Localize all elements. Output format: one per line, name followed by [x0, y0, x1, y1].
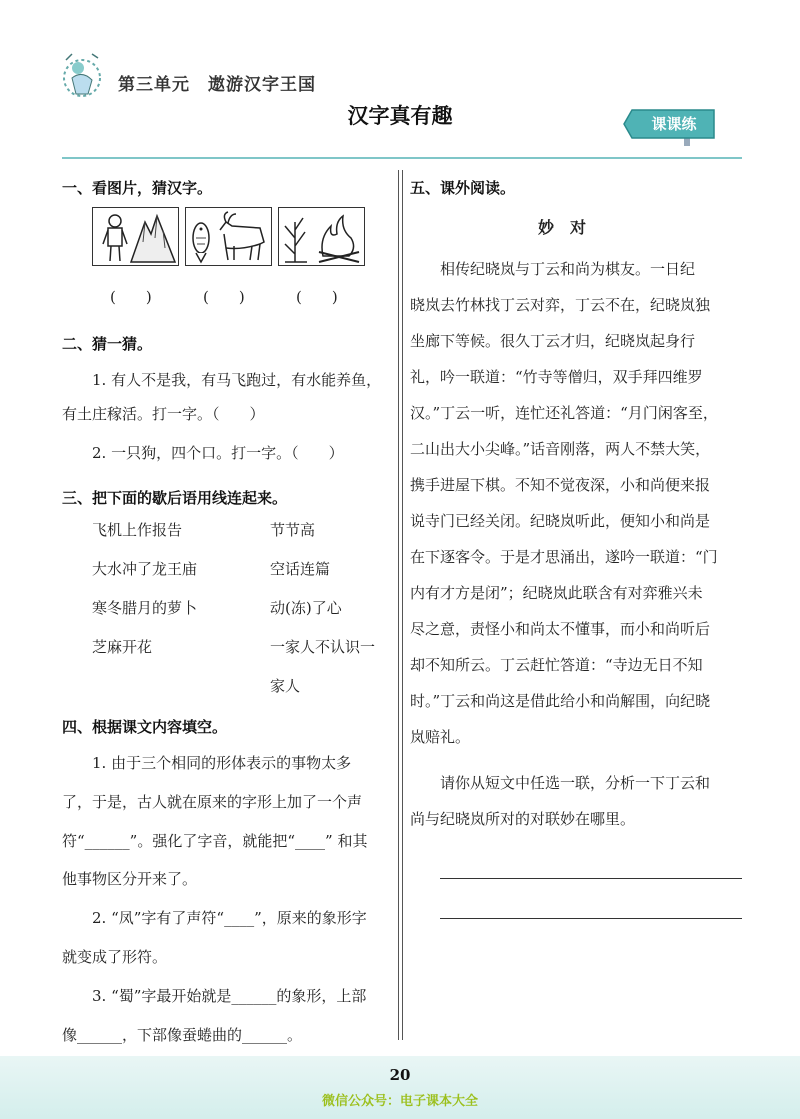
story-line-14: 岚赔礼。 — [410, 728, 471, 746]
answer-blank-2[interactable]: ( ) — [203, 288, 245, 306]
page-title: 汉字真有趣 — [347, 104, 453, 128]
story-line-1: 相传纪晓岚与丁云和尚为棋友。一日纪 — [440, 260, 696, 278]
xiehouyu-left-3[interactable]: 寒冬腊月的萝卜 — [92, 599, 198, 617]
lesson-badge — [622, 104, 722, 146]
page-number: 20 — [389, 1066, 411, 1084]
story-line-9: 在下逐客令。于是才思涌出，遂吟一联道：“门 — [410, 548, 718, 566]
xiehouyu-right-4[interactable]: 一家人不认识一 — [270, 638, 376, 656]
fill-line-1: 1. 由于三个相同的形体表示的事物太多 — [92, 754, 352, 772]
fill-line-4: 他事物区分开来了。 — [62, 870, 198, 888]
answer-line-1[interactable] — [440, 878, 742, 879]
unit-title: 第三单元 遨游汉字王国 — [118, 75, 316, 95]
xiehouyu-right-1[interactable]: 节节高 — [270, 521, 316, 539]
unit-logo-icon — [58, 48, 106, 102]
fish-icon — [193, 223, 209, 262]
person-icon — [103, 215, 127, 261]
goat-icon — [220, 212, 264, 260]
fill-line-6: 就变成了形符。 — [62, 948, 168, 966]
answer-line-2[interactable] — [440, 918, 742, 919]
mountain-icon — [131, 216, 175, 262]
column-divider-2 — [402, 170, 403, 1040]
question-line-2: 尚与纪晓岚所对的对联妙在哪里。 — [410, 810, 636, 828]
story-line-5: 汉。”丁云一听，连忙还礼答道：“月门闲客至， — [410, 404, 718, 422]
xiehouyu-right-4-cont: 家人 — [270, 677, 301, 695]
xiehouyu-right-2[interactable]: 空话连篇 — [270, 560, 331, 578]
riddle-2: 2. 一只狗，四个口。打一字。（ ） — [92, 444, 344, 462]
story-title: 妙 对 — [538, 218, 587, 237]
xiehouyu-right-3[interactable]: 动(冻)了心 — [270, 599, 342, 617]
fill-line-2: 了，于是，古人就在原来的字形上加了一个声 — [62, 793, 363, 811]
story-line-2: 晓岚去竹林找丁云对弈，丁云不在，纪晓岚独 — [410, 296, 711, 314]
fill-line-8: 像______，下部像蚕蜷曲的______。 — [62, 1026, 303, 1044]
xiehouyu-left-2[interactable]: 大水冲了龙王庙 — [92, 560, 198, 578]
story-line-8: 说寺门已经关闭。纪晓岚听此，便知小和尚是 — [410, 512, 711, 530]
question-line-1: 请你从短文中任选一联，分析一下丁云和 — [440, 774, 711, 792]
story-line-3: 坐廊下等候。很久丁云才归，纪晓岚起身行 — [410, 332, 696, 350]
picture-box-3 — [278, 207, 365, 266]
section5-heading: 五、课外阅读。 — [410, 179, 516, 197]
wechat-watermark: 微信公众号：电子课本大全 — [321, 1094, 478, 1109]
answer-blank-1[interactable]: ( ) — [110, 288, 152, 306]
picture-box-2 — [185, 207, 272, 266]
section2-heading: 二、猜一猜。 — [62, 335, 153, 353]
story-line-10: 内有才方是闭”；纪晓岚此联含有对弈雅兴未 — [410, 584, 703, 602]
xiehouyu-left-1[interactable]: 飞机上作报告 — [92, 521, 183, 539]
story-line-12: 却不知所云。丁云赶忙答道：“寺边无日不知 — [410, 656, 703, 674]
column-divider — [398, 170, 399, 1040]
section4-heading: 四、根据课文内容填空。 — [62, 718, 228, 736]
story-line-7: 携手进屋下棋。不知不觉夜深，小和尚便来报 — [410, 476, 711, 494]
badge-label: 课课练 — [651, 115, 697, 133]
riddle-1-line-1: 1. 有人不是我，有马飞跑过，有水能养鱼， — [92, 371, 382, 389]
fill-line-5: 2. “凤”字有了声符“____”，原来的象形字 — [92, 909, 367, 927]
fill-line-7: 3. “蜀”字最开始就是______的象形，上部 — [92, 987, 367, 1005]
header-divider — [62, 157, 742, 159]
xiehouyu-left-4[interactable]: 芝麻开花 — [92, 638, 153, 656]
fire-icon — [319, 216, 359, 262]
story-line-13: 时。”丁云和尚这是借此给小和尚解围，向纪晓 — [410, 692, 711, 710]
section1-heading: 一、看图片，猜汉字。 — [62, 179, 213, 197]
story-line-4: 礼，吟一联道：“竹寺等僧归，双手拜四维罗 — [410, 368, 703, 386]
grass-icon — [285, 218, 307, 262]
riddle-1-line-2: 有土庄稼活。打一字。（ ） — [62, 405, 265, 423]
section3-heading: 三、把下面的歇后语用线连起来。 — [62, 489, 288, 507]
story-line-6: 二山出大小尖峰。”话音刚落，两人不禁大笑， — [410, 440, 711, 458]
story-line-11: 尽之意，责怪小和尚太不懂事，而小和尚听后 — [410, 620, 711, 638]
answer-blank-3[interactable]: ( ) — [296, 288, 338, 306]
fill-line-3: 符“______”。强化了字音，就能把“____” 和其 — [62, 832, 368, 850]
picture-box-1 — [92, 207, 179, 266]
